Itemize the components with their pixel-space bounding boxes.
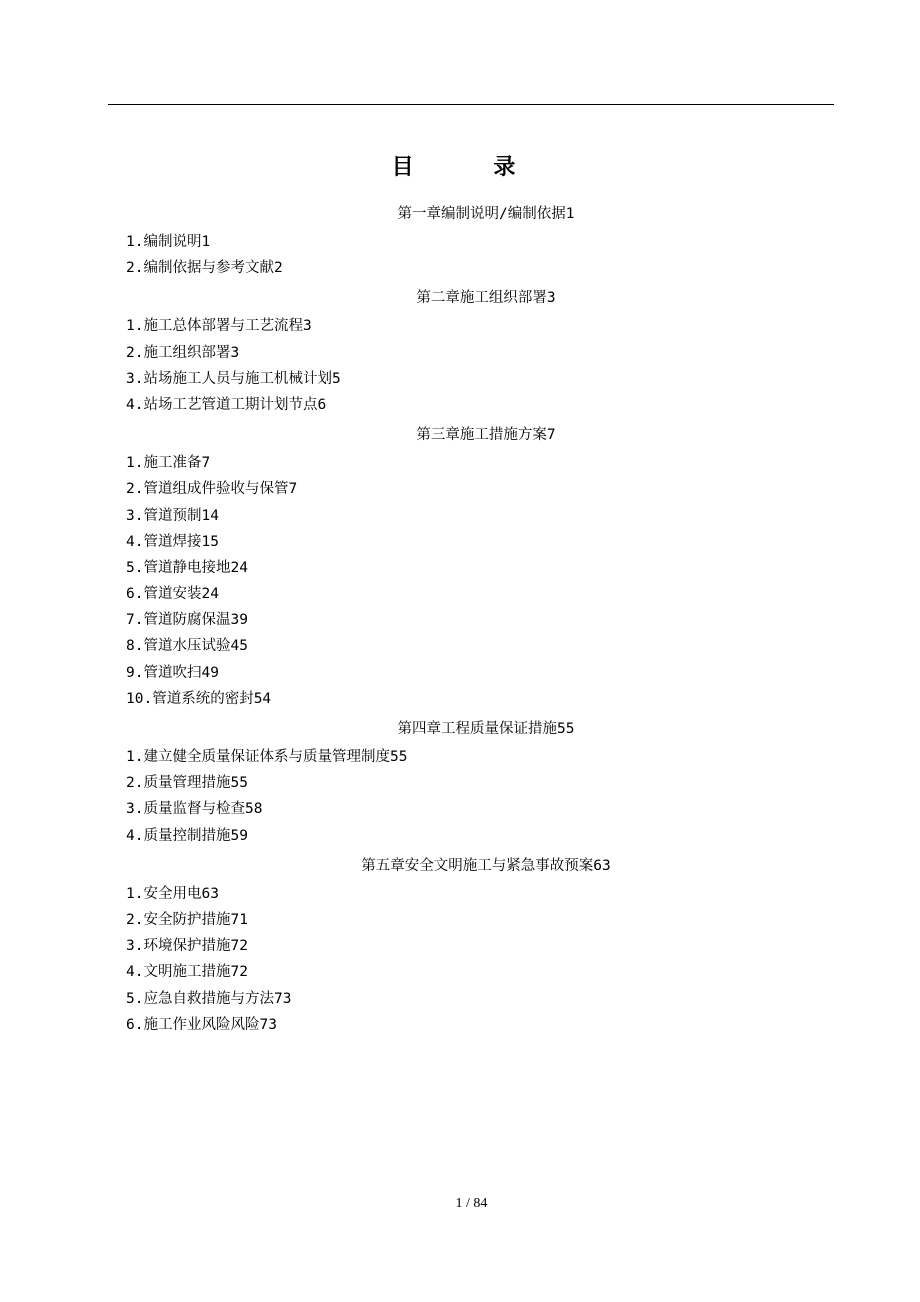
toc-chapter-heading[interactable]: 第一章编制说明/编制依据1 [397, 206, 575, 222]
toc-entry[interactable]: 3.质量监督与检查58 [126, 801, 263, 818]
toc-entry[interactable]: 9.管道吹扫49 [126, 664, 219, 681]
toc-entry[interactable]: 3.环境保护措施72 [126, 938, 248, 955]
toc-entry[interactable]: 1.建立健全质量保证体系与质量管理制度55 [126, 749, 408, 765]
toc-entry[interactable]: 4.站场工艺管道工期计划节点6 [126, 396, 327, 413]
toc-entry[interactable]: 10.管道系统的密封54 [126, 690, 272, 707]
toc-entry[interactable]: 4.管道焊接15 [126, 533, 219, 550]
toc-entry[interactable]: 4.文明施工措施72 [126, 964, 248, 981]
toc-entry[interactable]: 6.施工作业风险风险73 [126, 1016, 277, 1033]
toc-entry[interactable]: 5.应急自救措施与方法73 [126, 990, 292, 1007]
table-of-contents [126, 200, 816, 1041]
toc-entry[interactable]: 2.安全防护措施71 [126, 911, 248, 928]
toc-entry[interactable]: 5.管道静电接地24 [126, 559, 248, 576]
toc-entry[interactable]: 3.管道预制14 [126, 507, 219, 524]
toc-entry[interactable]: 2.管道组成件验收与保管7 [126, 481, 298, 498]
toc-entry[interactable]: 4.质量控制措施59 [126, 827, 248, 844]
header-rule [108, 104, 834, 105]
toc-entry[interactable]: 6.管道安装24 [126, 586, 219, 603]
toc-entry[interactable]: 1.安全用电63 [126, 885, 219, 902]
toc-entry[interactable]: 7.管道防腐保温39 [126, 612, 248, 629]
toc-chapter-heading[interactable]: 第四章工程质量保证措施55 [397, 721, 575, 737]
toc-entry[interactable]: 2.施工组织部署3 [126, 344, 240, 361]
toc-chapter-heading[interactable]: 第五章安全文明施工与紧急事故预案63 [361, 857, 611, 874]
toc-entry[interactable]: 2.编制依据与参考文献2 [126, 260, 283, 277]
toc-entry[interactable]: 3.站场施工人员与施工机械计划5 [126, 370, 341, 387]
toc-entry[interactable]: 2.质量管理措施55 [126, 775, 248, 792]
page-title: 目 录 [391, 154, 552, 180]
toc-entry[interactable]: 1.编制说明1 [126, 234, 211, 250]
page-number: 1 / 84 [455, 1196, 488, 1211]
toc-entry[interactable]: 1.施工准备7 [126, 455, 211, 472]
toc-entry[interactable]: 8.管道水压试验45 [126, 638, 248, 655]
toc-entry[interactable]: 1.施工总体部署与工艺流程3 [126, 318, 312, 335]
toc-chapter-heading[interactable]: 第二章施工组织部署3 [416, 290, 556, 307]
toc-chapter-heading[interactable]: 第三章施工措施方案7 [416, 427, 556, 444]
